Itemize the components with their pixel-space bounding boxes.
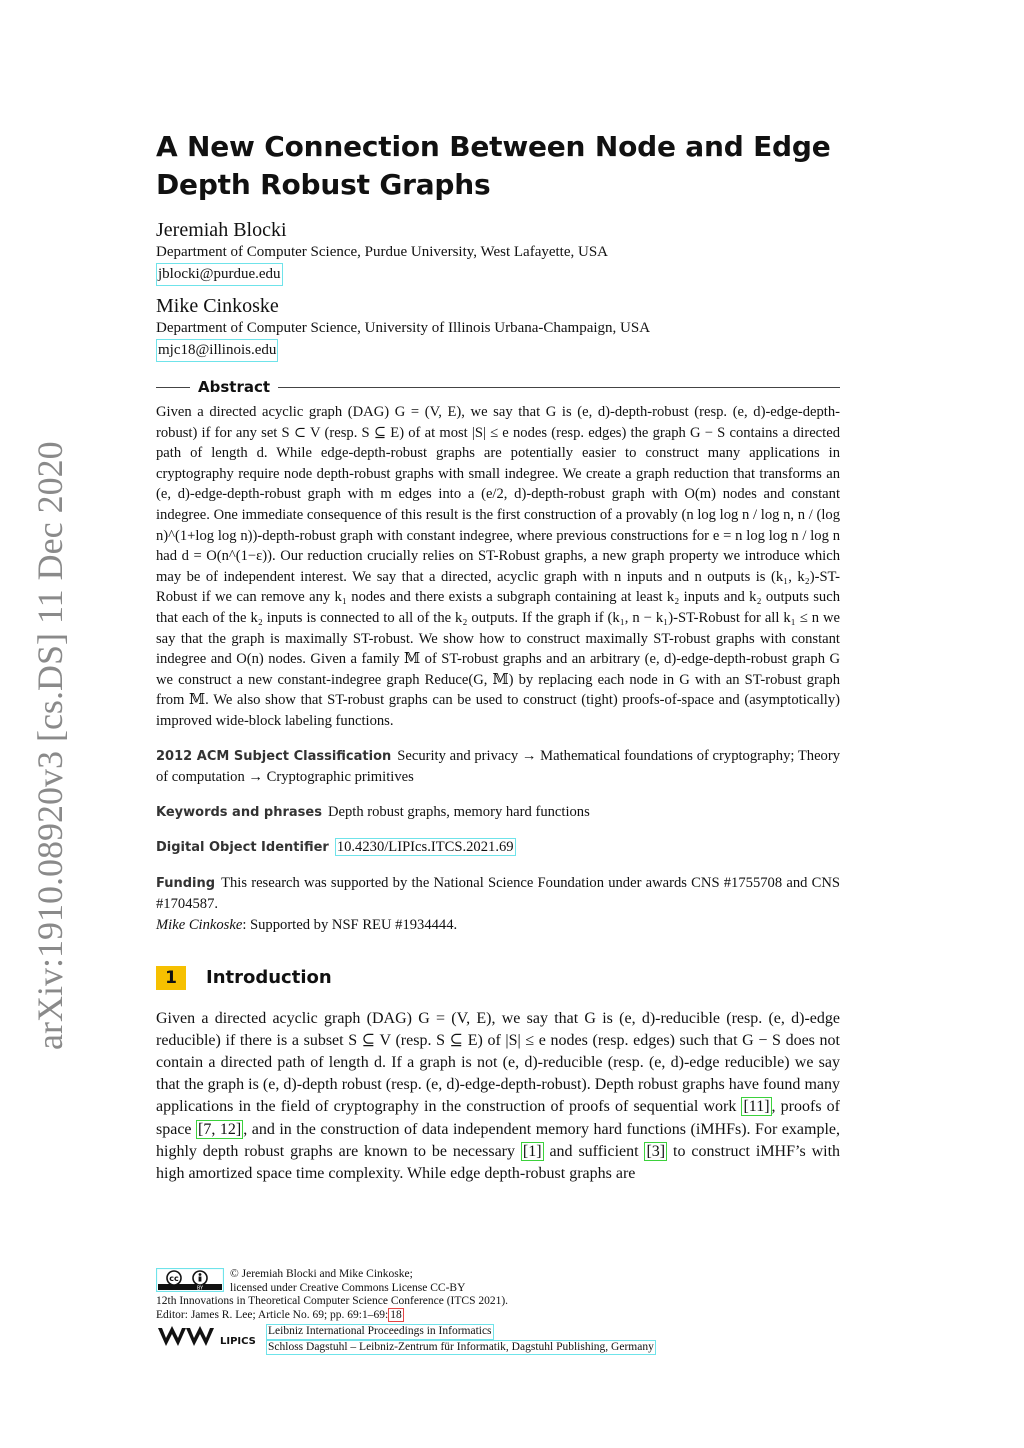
doi	[156, 837, 840, 859]
divider	[156, 387, 190, 388]
intro-paragraph	[156, 1008, 840, 1186]
intro-text: Given a directed acyclic graph (DAG) G = (V, E), we say that G is (e, d)-reducible (resp. (e, d)-edge reducible) if there is a subset S ⊆ V (resp. S ⊆ E) of |S| ≤ e nodes (resp. edges) such that G − S does not contain a directed path of length d. If a graph is not (e, d)-reducible (resp. (e, d)-edge reducible) we say that the graph is (e, d)-depth robust (resp. (e, d)-edge-depth-robust). Depth robust graphs have found many applications in the field of cryptography in the construction of proofs of sequential work	[156, 1009, 840, 1116]
arxiv-identifier: arXiv:1910.08920v3 [cs.DS] 11 Dec 2020	[30, 441, 70, 1050]
dagstuhl-link[interactable]: Schloss Dagstuhl – Leibniz-Zentrum für Informatik, Dagstuhl Publishing, Germany	[266, 1340, 656, 1356]
intro-text: to construct iMHF’s with high amortized space time complexity. While edge depth-robust graphs are	[156, 1142, 841, 1183]
abstract-heading	[156, 378, 840, 396]
lipics-links	[266, 1324, 656, 1355]
by-label: BY	[196, 1285, 204, 1292]
title-line-1: A New Connection Between Node and Edge	[156, 130, 831, 163]
license-text	[230, 1268, 465, 1295]
title-line-2: Depth Robust Graphs	[156, 168, 491, 201]
lipics-link[interactable]: Leibniz International Proceedings in Informatics	[266, 1324, 494, 1340]
keywords-text: Depth robust graphs, memory hard functions	[327, 803, 590, 820]
paper-title	[156, 128, 840, 204]
last-page-link[interactable]: 18	[390, 1308, 402, 1321]
funding-text: This research was supported by the National Science Foundation under awards CNS #1755708 and CNS #1704587.	[156, 874, 840, 913]
lipics-logo-icon	[156, 1324, 266, 1350]
section-title: Introduction	[206, 967, 332, 989]
funding-name: Mike Cinkoske	[156, 917, 243, 934]
funding-label: Funding	[156, 875, 216, 891]
cc-by-icon[interactable]	[156, 1268, 224, 1292]
citation-link[interactable]: [11]	[743, 1098, 770, 1116]
arxiv-stamp	[0, 0, 80, 1448]
abstract-text: Given a directed acyclic graph (DAG) G = (V, E), we say that G is (e, d)-depth-robust (resp. (e, d)-edge-depth-robust) if for any set S ⊂ V (resp. S ⊆ E) of at most |S| ≤ e nodes (resp. edges) the graph G − S contains a directed path of length d. While edge-depth-robust graphs are potentially easier to construct many applications in cryptography require node depth-robust graphs with small indegree. We create a graph reduction that transforms an (e, d)-edge-depth-robust graph with m edges into a (e/2, d)-depth-robust graph with O(m) nodes and constant indegree. One immediate consequence of this result is the first construction of a provably (n log log n / log n, n / (log n)^(1+log log n))-depth-robust graph with constant indegree, where previous constructions for e = n log log n / log n had d = O(n^(1−ε)). Our reduction crucially relies on ST-Robust graphs, a new graph property we introduce which may be of independent interest. We say that a directed, acyclic graph with n inputs and n outputs is (k₁, k₂)-ST-Robust if we can remove any k₁ nodes and there exists a subgraph containing at least k₂ inputs and k₂ outputs such that each of the k₂ inputs is connected to all of the k₂ outputs. If the graph if (k₁, n − k₁)-ST-Robust for all k₁ ≤ n we say that the graph is maximally ST-robust. We show how to construct maximally ST-robust graphs with constant indegree and O(n) nodes. Given a family 𝕄 of ST-robust graphs and an arbitrary (e, d)-edge-depth-robust graph G we construct a new constant-indegree graph Reduce(G, 𝕄) by replacing each node in G with an ST-robust graph from 𝕄. We also show that ST-robust graphs can be used to construct (tight) proofs-of-space and (asymptotically) improved wide-block labeling functions.	[156, 404, 840, 729]
author-name: Mike Cinkoske	[156, 295, 279, 317]
license: licensed under Creative Commons License CC-BY	[230, 1281, 466, 1294]
citation-link[interactable]: [7, 12]	[198, 1120, 242, 1138]
author-affiliation: Department of Computer Science, Purdue University, West Lafayette, USA	[156, 244, 609, 260]
intro-text: and sufficient	[549, 1142, 639, 1160]
section-number: 1	[156, 966, 186, 990]
acm-label: 2012 ACM Subject Classification	[156, 748, 392, 764]
conference: 12th Innovations in Theoretical Computer Science Conference (ITCS 2021).	[156, 1295, 509, 1307]
acm-text: Security and privacy → Mathematical foundations of cryptography; Theory of computation → Cryptographic primitives	[156, 747, 841, 786]
author-email-link[interactable]: jblocki@purdue.edu	[156, 263, 283, 286]
page-footer	[156, 1268, 856, 1355]
author-affiliation: Department of Computer Science, University of Illinois Urbana-Champaign, USA	[156, 320, 651, 336]
doi-label: Digital Object Identifier	[156, 840, 329, 856]
lipics-row	[156, 1324, 856, 1355]
citation-link[interactable]: [3]	[646, 1142, 666, 1160]
section-heading	[156, 966, 840, 990]
keywords-label: Keywords and phrases	[156, 804, 322, 820]
editor-text: Editor: James R. Lee; Article No. 69; pp. 69:1–69:	[156, 1308, 389, 1321]
funding	[156, 873, 840, 936]
editor-line	[156, 1309, 856, 1323]
paper-page	[156, 128, 840, 1185]
intro-text: , proofs of space	[156, 1098, 841, 1138]
copyright: © Jeremiah Blocki and Mike Cinkoske;	[230, 1268, 413, 1280]
abstract-label: Abstract	[198, 378, 271, 396]
keywords	[156, 802, 840, 824]
author-block	[156, 294, 840, 362]
funding-extra: : Supported by NSF REU #1934444.	[242, 917, 458, 934]
cc-label: cc	[169, 1274, 179, 1283]
author-block	[156, 218, 840, 286]
author-name: Jeremiah Blocki	[156, 219, 287, 241]
doi-link[interactable]: 10.4230/LIPIcs.ITCS.2021.69	[336, 839, 514, 856]
acm-classification	[156, 746, 840, 788]
citation-link[interactable]: [1]	[522, 1142, 542, 1160]
divider	[278, 387, 840, 388]
author-email-link[interactable]: mjc18@illinois.edu	[156, 339, 278, 362]
lipics-logo-text: LIPICS	[220, 1336, 256, 1347]
intro-text: , and in the construction of data independent memory hard functions (iMHFs). For example, highly depth robust graphs are known to be necessary	[156, 1120, 840, 1160]
